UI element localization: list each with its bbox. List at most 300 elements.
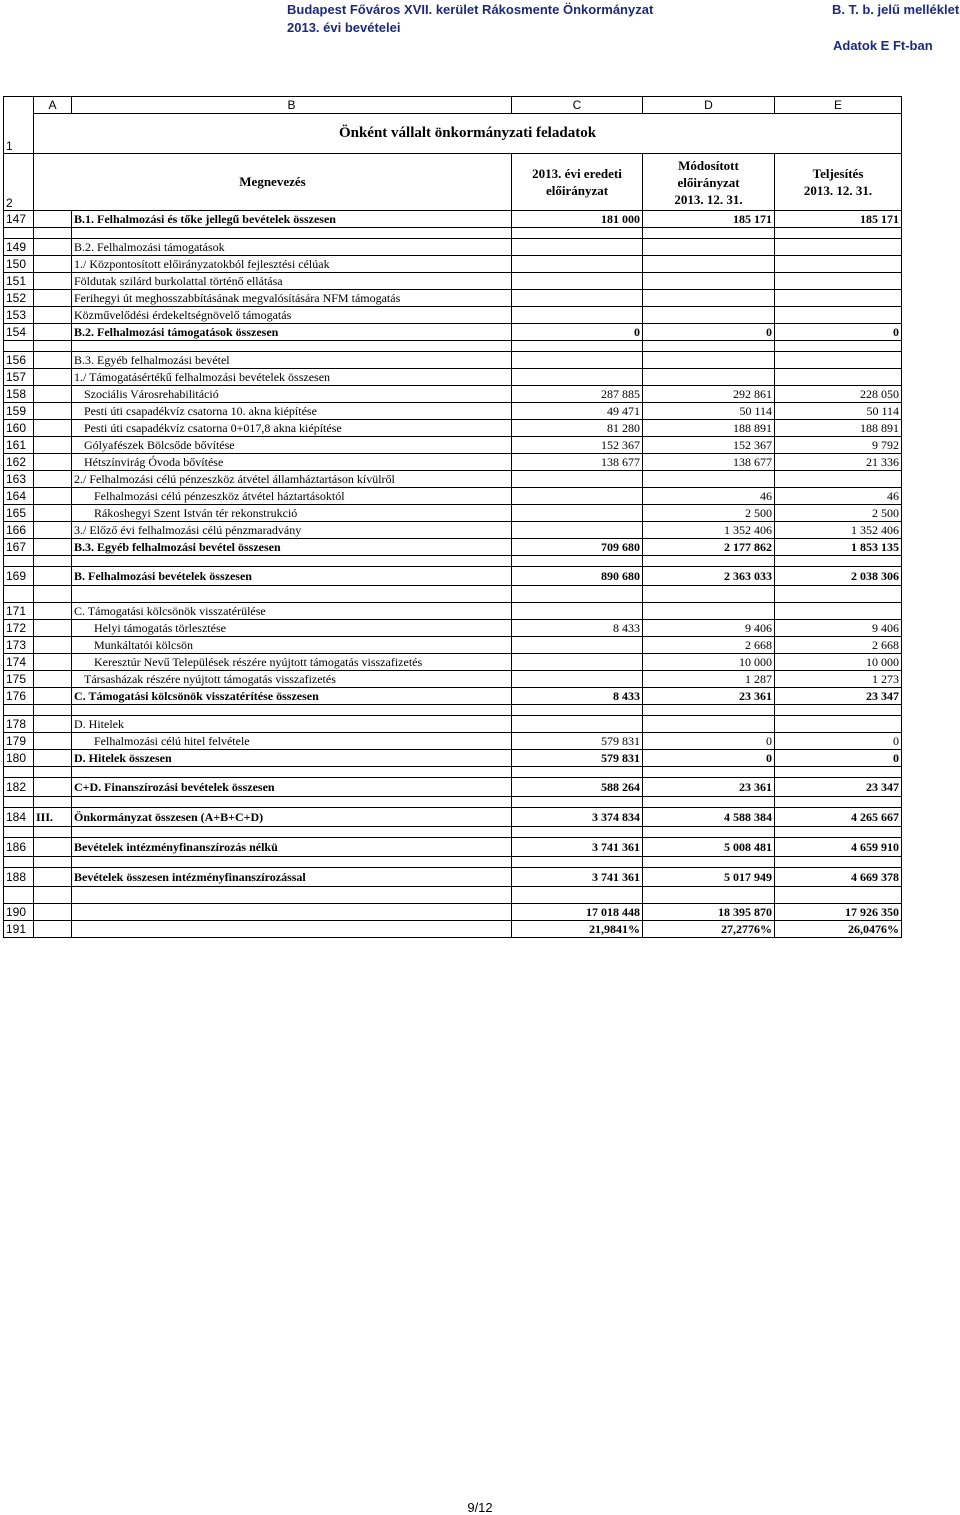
table-row xyxy=(4,808,902,827)
cell-original-budget: 3 374 834 xyxy=(512,808,643,827)
cell-name xyxy=(72,827,512,838)
cell-performance: 50 114 xyxy=(775,403,902,420)
cell-original-budget xyxy=(512,256,643,273)
annex-label: B. T. b. jelű melléklet xyxy=(832,2,960,17)
cell-original-budget: 8 433 xyxy=(512,620,643,637)
table-row xyxy=(4,688,902,705)
cell-modified-budget: 46 xyxy=(643,488,775,505)
cell-performance: 188 891 xyxy=(775,420,902,437)
page-number: 9/12 xyxy=(467,1500,493,1515)
cell-name xyxy=(72,556,512,567)
cell-performance: 9 792 xyxy=(775,437,902,454)
row-number xyxy=(4,827,34,838)
cell-name: B.2. Felhalmozási támogatások xyxy=(72,239,512,256)
cell-a xyxy=(34,586,72,603)
cell-performance: 23 347 xyxy=(775,778,902,797)
cell-original-budget xyxy=(512,369,643,386)
cell-modified-budget xyxy=(643,603,775,620)
table-row xyxy=(4,921,902,938)
section-title: Önként vállalt önkormányzati feladatok xyxy=(34,114,902,154)
cell-original-budget: 21,9841% xyxy=(512,921,643,938)
table-row xyxy=(4,471,902,488)
cell-a xyxy=(34,688,72,705)
spacer-row xyxy=(4,341,902,352)
row-number: 176 xyxy=(4,688,34,705)
cell-modified-budget: 188 891 xyxy=(643,420,775,437)
revenue-table xyxy=(3,96,902,938)
cell-modified-budget xyxy=(643,716,775,733)
cell-modified-budget xyxy=(643,586,775,603)
cell-modified-budget: 292 861 xyxy=(643,386,775,403)
cell-a xyxy=(34,420,72,437)
cell-modified-budget xyxy=(643,352,775,369)
cell-original-budget: 0 xyxy=(512,324,643,341)
row-number xyxy=(4,705,34,716)
cell-a xyxy=(34,369,72,386)
cell-modified-budget: 2 363 033 xyxy=(643,567,775,586)
cell-original-budget xyxy=(512,637,643,654)
row-number: 191 xyxy=(4,921,34,938)
cell-name xyxy=(72,767,512,778)
cell-name: Társasházak részére nyújtott támogatás visszafizetés xyxy=(72,671,512,688)
cell-modified-budget: 2 668 xyxy=(643,637,775,654)
cell-name xyxy=(72,705,512,716)
cell-a xyxy=(34,290,72,307)
cell-name xyxy=(72,228,512,239)
cell-name: B.3. Egyéb felhalmozási bevétel xyxy=(72,352,512,369)
cell-modified-budget: 2 500 xyxy=(643,505,775,522)
cell-original-budget: 49 471 xyxy=(512,403,643,420)
cell-performance: 0 xyxy=(775,750,902,767)
cell-original-budget: 579 831 xyxy=(512,750,643,767)
cell-original-budget: 152 367 xyxy=(512,437,643,454)
cell-name: Felhalmozási célú hitel felvétele xyxy=(72,733,512,750)
cell-name: 2./ Felhalmozási célú pénzeszköz átvétel államháztartáson kívülről xyxy=(72,471,512,488)
cell-name xyxy=(72,887,512,904)
row-number xyxy=(4,341,34,352)
cell-a xyxy=(34,620,72,637)
cell-name xyxy=(72,797,512,808)
cell-name: 1./ Központosított előirányzatokból fejlesztési célúak xyxy=(72,256,512,273)
cell-performance xyxy=(775,716,902,733)
document-subtitle: 2013. évi bevételei xyxy=(287,20,401,35)
cell-name: Felhalmozási célú pénzeszköz átvétel háztartásoktól xyxy=(72,488,512,505)
cell-performance: 9 406 xyxy=(775,620,902,637)
table-row xyxy=(4,505,902,522)
row-number: 179 xyxy=(4,733,34,750)
cell-original-budget: 17 018 448 xyxy=(512,904,643,921)
cell-original-budget xyxy=(512,341,643,352)
cell-performance: 46 xyxy=(775,488,902,505)
cell-name: Pesti úti csapadékvíz csatorna 0+017,8 akna kiépítése xyxy=(72,420,512,437)
spacer-row xyxy=(4,857,902,868)
cell-a xyxy=(34,556,72,567)
table-row xyxy=(4,539,902,556)
column-header-row xyxy=(4,154,902,211)
cell-modified-budget: 23 361 xyxy=(643,688,775,705)
table-row xyxy=(4,239,902,256)
table-row xyxy=(4,488,902,505)
row-number: 172 xyxy=(4,620,34,637)
cell-a xyxy=(34,307,72,324)
table-row xyxy=(4,437,902,454)
cell-name: B.1. Felhalmozási és tőke jellegű bevételek összesen xyxy=(72,211,512,228)
row-number: 169 xyxy=(4,567,34,586)
table-row xyxy=(4,868,902,887)
cell-performance xyxy=(775,341,902,352)
cell-original-budget xyxy=(512,797,643,808)
cell-a xyxy=(34,778,72,797)
cell-modified-budget xyxy=(643,273,775,290)
table-row xyxy=(4,778,902,797)
cell-name xyxy=(72,921,512,938)
cell-modified-budget xyxy=(643,705,775,716)
cell-performance xyxy=(775,307,902,324)
original-budget-header: 2013. évi eredeti előirányzat xyxy=(512,154,643,211)
cell-modified-budget: 152 367 xyxy=(643,437,775,454)
cell-performance: 17 926 350 xyxy=(775,904,902,921)
cell-modified-budget xyxy=(643,228,775,239)
cell-name xyxy=(72,904,512,921)
cell-a xyxy=(34,352,72,369)
cell-name: Önkormányzat összesen (A+B+C+D) xyxy=(72,808,512,827)
cell-original-budget: 588 264 xyxy=(512,778,643,797)
document-title: Budapest Főváros XVII. kerület Rákosmente Önkormányzat xyxy=(287,2,654,17)
spacer-row xyxy=(4,556,902,567)
table-row xyxy=(4,369,902,386)
row-number: 156 xyxy=(4,352,34,369)
row-number: 160 xyxy=(4,420,34,437)
cell-a xyxy=(34,671,72,688)
cell-name: D. Hitelek xyxy=(72,716,512,733)
cell-name xyxy=(72,586,512,603)
row-number: 164 xyxy=(4,488,34,505)
cell-performance: 2 668 xyxy=(775,637,902,654)
cell-original-budget xyxy=(512,290,643,307)
cell-modified-budget xyxy=(643,369,775,386)
row-number: 150 xyxy=(4,256,34,273)
cell-performance: 4 669 378 xyxy=(775,868,902,887)
row-number: 175 xyxy=(4,671,34,688)
cell-a xyxy=(34,838,72,857)
table-row xyxy=(4,637,902,654)
cell-a xyxy=(34,921,72,938)
cell-a xyxy=(34,522,72,539)
row-number: 153 xyxy=(4,307,34,324)
cell-performance: 2 038 306 xyxy=(775,567,902,586)
cell-performance: 0 xyxy=(775,733,902,750)
cell-performance: 4 659 910 xyxy=(775,838,902,857)
cell-name: B.2. Felhalmozási támogatások összesen xyxy=(72,324,512,341)
row-number xyxy=(4,887,34,904)
cell-a xyxy=(34,228,72,239)
cell-a xyxy=(34,797,72,808)
row-number: 165 xyxy=(4,505,34,522)
cell-performance xyxy=(775,239,902,256)
cell-a xyxy=(34,488,72,505)
cell-a xyxy=(34,324,72,341)
row-number: 167 xyxy=(4,539,34,556)
cell-modified-budget: 1 352 406 xyxy=(643,522,775,539)
row-number xyxy=(4,556,34,567)
cell-a xyxy=(34,505,72,522)
cell-modified-budget xyxy=(643,239,775,256)
cell-performance xyxy=(775,887,902,904)
section-title-row xyxy=(4,114,902,154)
cell-performance: 228 050 xyxy=(775,386,902,403)
cell-modified-budget xyxy=(643,887,775,904)
row-number: 147 xyxy=(4,211,34,228)
cell-performance xyxy=(775,290,902,307)
cell-modified-budget: 5 008 481 xyxy=(643,838,775,857)
row-number: 178 xyxy=(4,716,34,733)
cell-original-budget: 81 280 xyxy=(512,420,643,437)
cell-original-budget xyxy=(512,603,643,620)
cell-performance: 4 265 667 xyxy=(775,808,902,827)
table-row xyxy=(4,290,902,307)
column-a-header: A xyxy=(34,97,72,114)
cell-performance: 1 273 xyxy=(775,671,902,688)
cell-a xyxy=(34,256,72,273)
cell-a xyxy=(34,403,72,420)
spacer-row xyxy=(4,827,902,838)
row-number: 180 xyxy=(4,750,34,767)
cell-original-budget: 3 741 361 xyxy=(512,838,643,857)
cell-name: C+D. Finanszírozási bevételek összesen xyxy=(72,778,512,797)
modified-budget-header: Módosított előirányzat 2013. 12. 31. xyxy=(643,154,775,211)
cell-original-budget xyxy=(512,239,643,256)
row-number: 171 xyxy=(4,603,34,620)
row-number: 1 xyxy=(4,114,34,154)
row-number: 2 xyxy=(4,154,34,211)
cell-performance xyxy=(775,857,902,868)
cell-performance: 0 xyxy=(775,324,902,341)
cell-modified-budget xyxy=(643,471,775,488)
table-row xyxy=(4,904,902,921)
table-row xyxy=(4,750,902,767)
cell-original-budget xyxy=(512,522,643,539)
cell-a xyxy=(34,716,72,733)
cell-original-budget xyxy=(512,705,643,716)
table-row xyxy=(4,386,902,403)
cell-performance xyxy=(775,603,902,620)
cell-name: B. Felhalmozási bevételek összesen xyxy=(72,567,512,586)
cell-original-budget: 709 680 xyxy=(512,539,643,556)
column-d-header: D xyxy=(643,97,775,114)
cell-name: Bevételek összesen intézményfinanszírozással xyxy=(72,868,512,887)
table-row xyxy=(4,567,902,586)
cell-modified-budget xyxy=(643,767,775,778)
table-row xyxy=(4,671,902,688)
cell-modified-budget xyxy=(643,290,775,307)
cell-performance: 2 500 xyxy=(775,505,902,522)
cell-name: Ferihegyi út meghosszabbításának megvalósítására NFM támogatás xyxy=(72,290,512,307)
cell-modified-budget xyxy=(643,857,775,868)
cell-a xyxy=(34,539,72,556)
cell-a xyxy=(34,868,72,887)
cell-modified-budget: 27,2776% xyxy=(643,921,775,938)
cell-name: Közművelődési érdekeltségnövelő támogatás xyxy=(72,307,512,324)
cell-modified-budget xyxy=(643,307,775,324)
table-row xyxy=(4,454,902,471)
cell-original-budget: 8 433 xyxy=(512,688,643,705)
cell-modified-budget: 23 361 xyxy=(643,778,775,797)
cell-a xyxy=(34,211,72,228)
table-row xyxy=(4,654,902,671)
cell-a xyxy=(34,904,72,921)
cell-original-budget xyxy=(512,556,643,567)
cell-original-budget: 890 680 xyxy=(512,567,643,586)
cell-name: Szociális Városrehabilitáció xyxy=(72,386,512,403)
cell-original-budget xyxy=(512,887,643,904)
cell-modified-budget: 138 677 xyxy=(643,454,775,471)
cell-performance xyxy=(775,471,902,488)
spacer-row xyxy=(4,228,902,239)
cell-modified-budget: 5 017 949 xyxy=(643,868,775,887)
cell-original-budget xyxy=(512,827,643,838)
row-number: 163 xyxy=(4,471,34,488)
table-row xyxy=(4,716,902,733)
cell-name: 3./ Előző évi felhalmozási célú pénzmaradvány xyxy=(72,522,512,539)
column-b-header: B xyxy=(72,97,512,114)
cell-name: Bevételek intézményfinanszírozás nélkü xyxy=(72,838,512,857)
row-number: 184 xyxy=(4,808,34,827)
table-row xyxy=(4,256,902,273)
cell-original-budget xyxy=(512,716,643,733)
cell-a xyxy=(34,750,72,767)
cell-a xyxy=(34,857,72,868)
cell-modified-budget xyxy=(643,256,775,273)
cell-performance xyxy=(775,273,902,290)
cell-a xyxy=(34,386,72,403)
row-number: 154 xyxy=(4,324,34,341)
row-number: 157 xyxy=(4,369,34,386)
cell-performance: 10 000 xyxy=(775,654,902,671)
cell-a xyxy=(34,567,72,586)
cell-modified-budget xyxy=(643,827,775,838)
row-number: 186 xyxy=(4,838,34,857)
table-row xyxy=(4,838,902,857)
cell-a: III. xyxy=(34,808,72,827)
cell-performance xyxy=(775,586,902,603)
table-row xyxy=(4,403,902,420)
spacer-row xyxy=(4,586,902,603)
row-number: 162 xyxy=(4,454,34,471)
row-number: 159 xyxy=(4,403,34,420)
row-number: 152 xyxy=(4,290,34,307)
cell-name: Keresztúr Nevű Települések részére nyújtott támogatás visszafizetés xyxy=(72,654,512,671)
cell-performance xyxy=(775,767,902,778)
cell-a xyxy=(34,767,72,778)
cell-name: Gólyafészek Bölcsőde bővítése xyxy=(72,437,512,454)
table-row xyxy=(4,324,902,341)
cell-original-budget: 3 741 361 xyxy=(512,868,643,887)
cell-name: Helyi támogatás törlesztése xyxy=(72,620,512,637)
spacer-row xyxy=(4,767,902,778)
cell-a xyxy=(34,827,72,838)
table-row xyxy=(4,620,902,637)
row-number: 182 xyxy=(4,778,34,797)
cell-name: D. Hitelek összesen xyxy=(72,750,512,767)
cell-original-budget: 287 885 xyxy=(512,386,643,403)
cell-name: C. Támogatási kölcsönök visszatérülése xyxy=(72,603,512,620)
performance-header: Teljesítés 2013. 12. 31. xyxy=(775,154,902,211)
cell-original-budget xyxy=(512,307,643,324)
spacer-row xyxy=(4,887,902,904)
row-number: 174 xyxy=(4,654,34,671)
cell-performance xyxy=(775,705,902,716)
cell-a xyxy=(34,471,72,488)
column-e-header: E xyxy=(775,97,902,114)
cell-a xyxy=(34,637,72,654)
cell-performance: 1 853 135 xyxy=(775,539,902,556)
cell-performance xyxy=(775,228,902,239)
cell-modified-budget: 0 xyxy=(643,324,775,341)
column-letters-row xyxy=(4,97,902,114)
cell-modified-budget: 1 287 xyxy=(643,671,775,688)
cell-modified-budget: 18 395 870 xyxy=(643,904,775,921)
table-row xyxy=(4,273,902,290)
cell-a xyxy=(34,437,72,454)
cell-performance: 21 336 xyxy=(775,454,902,471)
cell-original-budget xyxy=(512,273,643,290)
cell-modified-budget xyxy=(643,341,775,352)
cell-modified-budget: 0 xyxy=(643,750,775,767)
cell-modified-budget xyxy=(643,556,775,567)
cell-name xyxy=(72,341,512,352)
cell-original-budget xyxy=(512,471,643,488)
cell-performance xyxy=(775,369,902,386)
cell-modified-budget: 2 177 862 xyxy=(643,539,775,556)
row-number: 173 xyxy=(4,637,34,654)
cell-modified-budget: 9 406 xyxy=(643,620,775,637)
cell-original-budget xyxy=(512,654,643,671)
cell-performance xyxy=(775,797,902,808)
cell-a xyxy=(34,273,72,290)
row-number: 151 xyxy=(4,273,34,290)
cell-a xyxy=(34,654,72,671)
row-number: 166 xyxy=(4,522,34,539)
cell-original-budget xyxy=(512,505,643,522)
cell-performance: 1 352 406 xyxy=(775,522,902,539)
cell-name: C. Támogatási kölcsönök visszatérítése összesen xyxy=(72,688,512,705)
row-number xyxy=(4,767,34,778)
table-row xyxy=(4,603,902,620)
cell-a xyxy=(34,733,72,750)
cell-a xyxy=(34,705,72,716)
cell-original-budget: 181 000 xyxy=(512,211,643,228)
table-row xyxy=(4,307,902,324)
cell-name: Rákoshegyi Szent István tér rekonstrukció xyxy=(72,505,512,522)
cell-modified-budget: 0 xyxy=(643,733,775,750)
table-row xyxy=(4,352,902,369)
table-row xyxy=(4,420,902,437)
spacer-row xyxy=(4,705,902,716)
name-header: Megnevezés xyxy=(34,154,512,211)
row-number: 149 xyxy=(4,239,34,256)
cell-performance xyxy=(775,556,902,567)
cell-performance xyxy=(775,827,902,838)
cell-modified-budget: 185 171 xyxy=(643,211,775,228)
cell-modified-budget: 10 000 xyxy=(643,654,775,671)
cell-name: B.3. Egyéb felhalmozási bevétel összesen xyxy=(72,539,512,556)
cell-performance: 23 347 xyxy=(775,688,902,705)
cell-a xyxy=(34,603,72,620)
row-number: 161 xyxy=(4,437,34,454)
table-row xyxy=(4,211,902,228)
cell-name: Hétszínvirág Óvoda bővítése xyxy=(72,454,512,471)
cell-name: Munkáltatói kölcsön xyxy=(72,637,512,654)
